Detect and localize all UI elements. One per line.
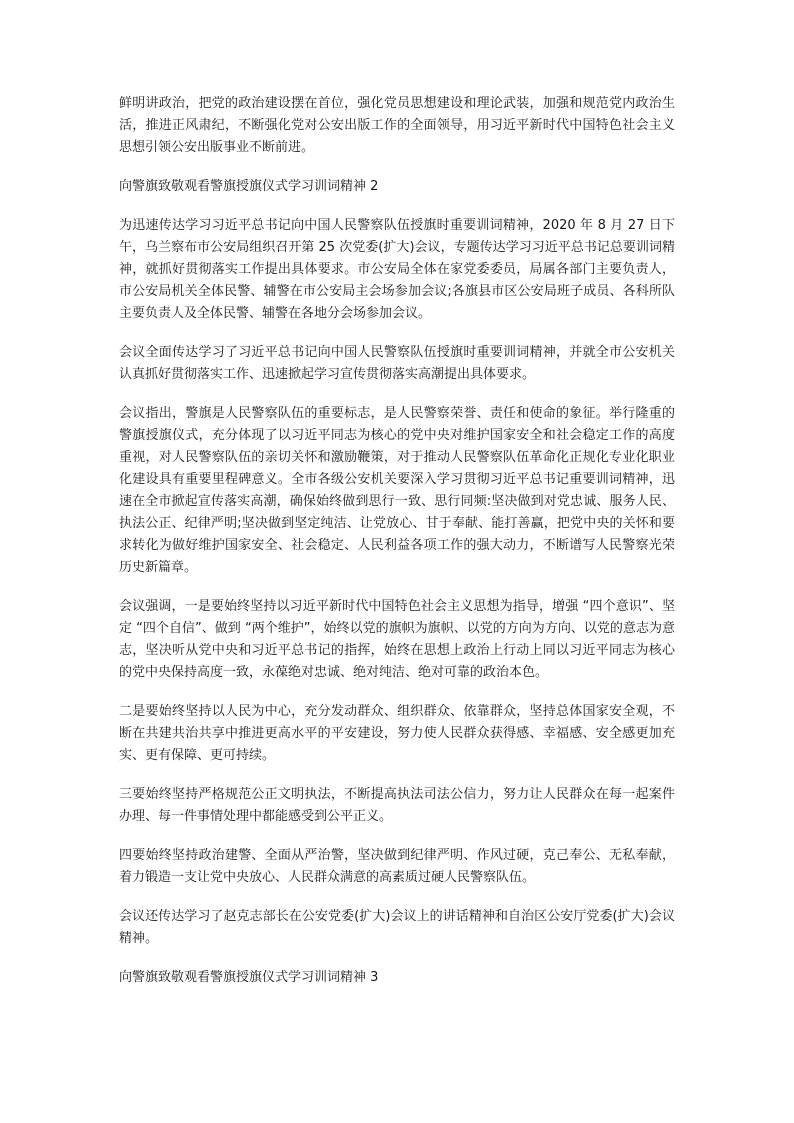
- paragraph-meeting-intro: 为迅速传达学习习近平总书记向中国人民警察队伍授旗时重要训词精神，2020 年 8 月 27 日下午，乌兰察布市公安局组织召开第 25 次党委(扩大)会议，专题传达学习习近平总书记总要训词精神，就抓好贯彻落实工作提出具体要求。市公安局全体在家党委委员，局属各部门主要负责人，市公安局机关全体民警、辅警在市公安局主会场参加会议;各旗县市区公安局班子成员、各科所队主要负责人及全体民警、辅警在各地分会场参加会议。: [119, 218, 675, 321]
- paragraph-emphasis-four: 四要始终坚持政治建警、全面从严治警，坚决做到纪律严明、作风过硬，克己奉公、无私奉献，着力锻造一支让党中央放心、人民群众满意的高素质过硬人民警察队伍。: [119, 848, 675, 885]
- paragraph-emphasis-three: 三要始终坚持严格规范公正文明执法，不断提高执法司法公信力，努力让人民群众在每一起案件办理、每一件事情处理中都能感受到公平正义。: [119, 787, 675, 824]
- section-heading-2: 向警旗致敬观看警旗授旗仪式学习训词精神 2: [119, 179, 379, 194]
- paragraph-meeting-points: 会议指出，警旗是人民警察队伍的重要标志，是人民警察荣誉、责任和使命的象征。举行隆重的警旗授旗仪式，充分体现了以习近平同志为核心的党中央对维护国家安全和社会稳定工作的高度重视，对人民警察队伍的亲切关怀和激励鞭策，对于推动人民警察队伍革命化正规化专业化职业化建设具有重要里程碑意义。全市各级公安机关要深入学习贯彻习近平总书记重要训词精神，迅速在全市掀起宣传落实高潮，确保始终做到思行一致、思行同频:坚决做到对党忠诚、服务人民、执法公正、纪律严明;坚决做到坚定纯洁、让党放心、甘于奉献、能打善赢，把党中央的关怀和要求转化为做好维护国家安全、社会稳定、人民利益各项工作的强大动力，不断谱写人民警察光荣历史新篇章。: [119, 406, 675, 575]
- paragraph-conclusion: 会议还传达学习了赵克志部长在公安党委(扩大)会议上的讲话精神和自治区公安厅党委(扩大)会议精神。: [119, 909, 675, 946]
- paragraph-emphasis-two: 二是要始终坚持以人民为中心，充分发动群众、组织群众、依靠群众，坚持总体国家安全观，不断在共建共治共享中推进更高水平的平安建设，努力使人民群众获得感、幸福感、安全感更加充实、更有保障、更可持续。: [119, 704, 675, 763]
- paragraph-meeting-summary: 会议全面传达学习了习近平总书记向中国人民警察队伍授旗时重要训词精神，并就全市公安机关认真抓好贯彻落实工作、迅速掀起学习宣传贯彻落实高潮提出具体要求。: [119, 345, 675, 382]
- paragraph-party-building: 鲜明讲政治，把党的政治建设摆在首位，强化党员思想建设和理论武装，加强和规范党内政治生活，推进正风肃纪，不断强化党对公安出版工作的全面领导，用习近平新时代中国特色社会主义思想引领公安出版事业不断前进。: [119, 96, 675, 155]
- paragraph-emphasis-one: 会议强调，一是要始终坚持以习近平新时代中国特色社会主义思想为指导，增强 “四个意识”、坚定 “四个自信”、做到 “两个维护”，始终以党的旗帜为旗帜、以党的方向为方向、以党的意志为意志，坚决听从党中央和习近平总书记的指挥，始终在思想上政治上行动上同以习近平同志为核心的党中央保持高度一致，永葆绝对忠诚、绝对纯洁、绝对可靠的政治本色。: [119, 599, 675, 680]
- document-page: [119, 93, 675, 1006]
- section-heading-3: 向警旗致敬观看警旗授旗仪式学习训词精神 3: [119, 970, 379, 985]
